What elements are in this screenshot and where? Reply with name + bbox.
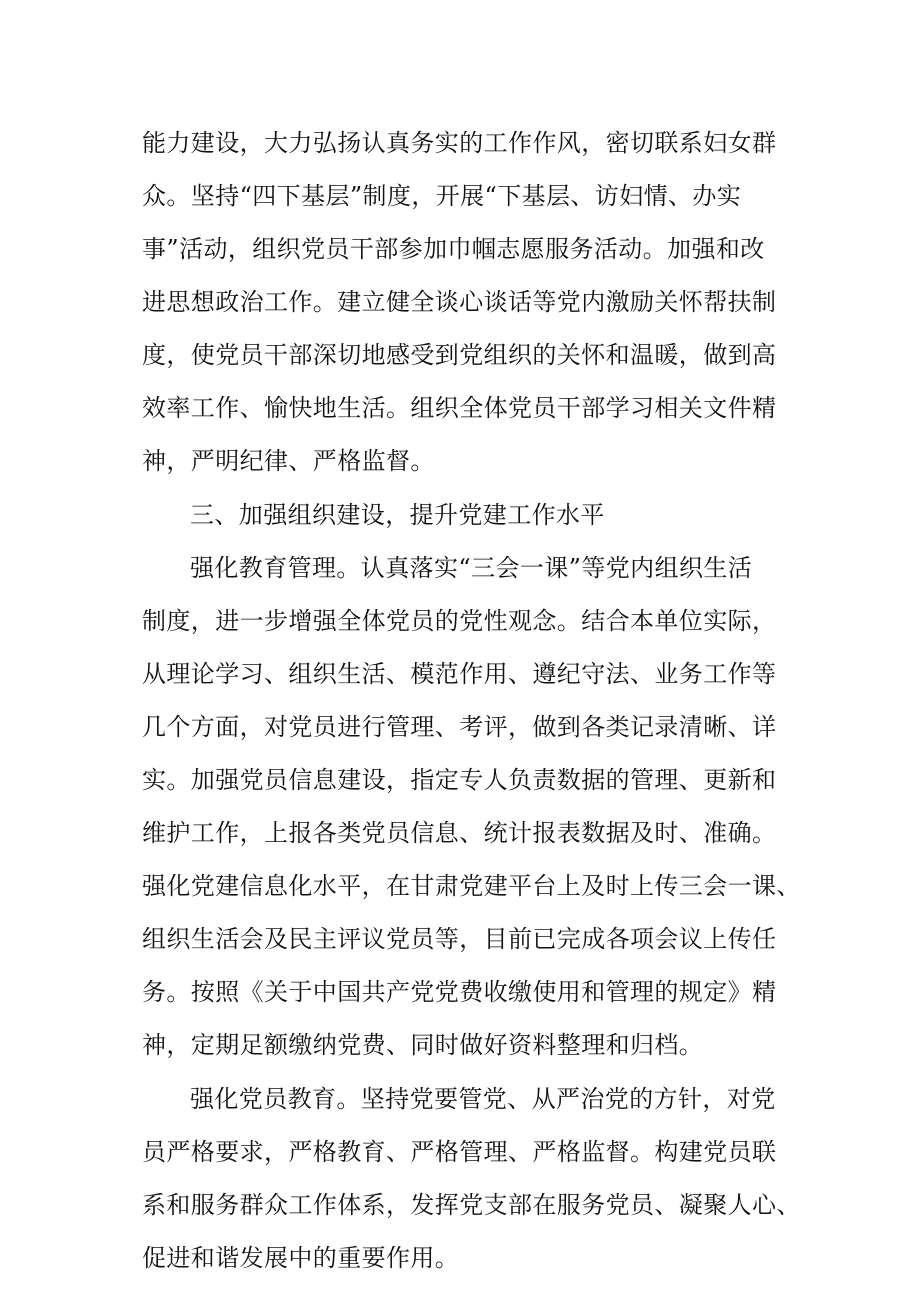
paragraph-line: 从理论学习、组织生活、模范作用、遵纪守法、业务工作等 bbox=[142, 660, 777, 688]
paragraph-line: 度，使党员干部深切地感受到党组织的关怀和温暖，做到高 bbox=[142, 341, 777, 369]
paragraph-line: 神，严明纪律、严格监督。 bbox=[142, 447, 435, 475]
paragraph-line: 务。按照《关于中国共产党党费收缴使用和管理的规定》精 bbox=[142, 978, 777, 1006]
paragraph-line: 事”活动，组织党员干部参加巾帼志愿服务活动。加强和改 bbox=[142, 235, 765, 263]
paragraph-line: 促进和谐发展中的重要作用。 bbox=[142, 1244, 460, 1272]
paragraph-line: 组织生活会及民主评议党员等，目前已完成各项会议上传任 bbox=[142, 925, 777, 953]
paragraph-line: 强化党建信息化水平，在甘肃党建平台上及时上传三会一课、 bbox=[142, 872, 801, 900]
paragraph-line: 系和服务群众工作体系，发挥党支部在服务党员、凝聚人心、 bbox=[142, 1191, 801, 1219]
paragraph-line: 进思想政治工作。建立健全谈心谈话等党内激励关怀帮扶制 bbox=[142, 288, 777, 316]
paragraph-line: 维护工作，上报各类党员信息、统计报表数据及时、准确。 bbox=[142, 819, 777, 847]
paragraph-line: 众。坚持“四下基层”制度，开展“下基层、访妇情、办实 bbox=[142, 182, 742, 210]
paragraph-line: 实。加强党员信息建设，指定专人负责数据的管理、更新和 bbox=[142, 766, 777, 794]
paragraph-line: 员严格要求，严格教育、严格管理、严格监督。构建党员联 bbox=[142, 1138, 777, 1166]
paragraph-line: 神，定期足额缴纳党费、同时做好资料整理和归档。 bbox=[142, 1031, 704, 1059]
paragraph-line: 强化教育管理。认真落实“三会一课”等党内组织生活 bbox=[190, 554, 753, 582]
paragraph-line: 强化党员教育。坚持党要管党、从严治党的方针，对党 bbox=[190, 1085, 776, 1113]
section-heading: 三、加强组织建设，提升党建工作水平 bbox=[190, 501, 605, 529]
paragraph-line: 制度，进一步增强全体党员的党性观念。结合本单位实际， bbox=[142, 607, 777, 635]
paragraph-line: 效率工作、愉快地生活。组织全体党员干部学习相关文件精 bbox=[142, 394, 777, 422]
paragraph-line: 几个方面，对党员进行管理、考评，做到各类记录清晰、详 bbox=[142, 713, 777, 741]
paragraph-line: 能力建设，大力弘扬认真务实的工作作风，密切联系妇女群 bbox=[142, 129, 777, 157]
